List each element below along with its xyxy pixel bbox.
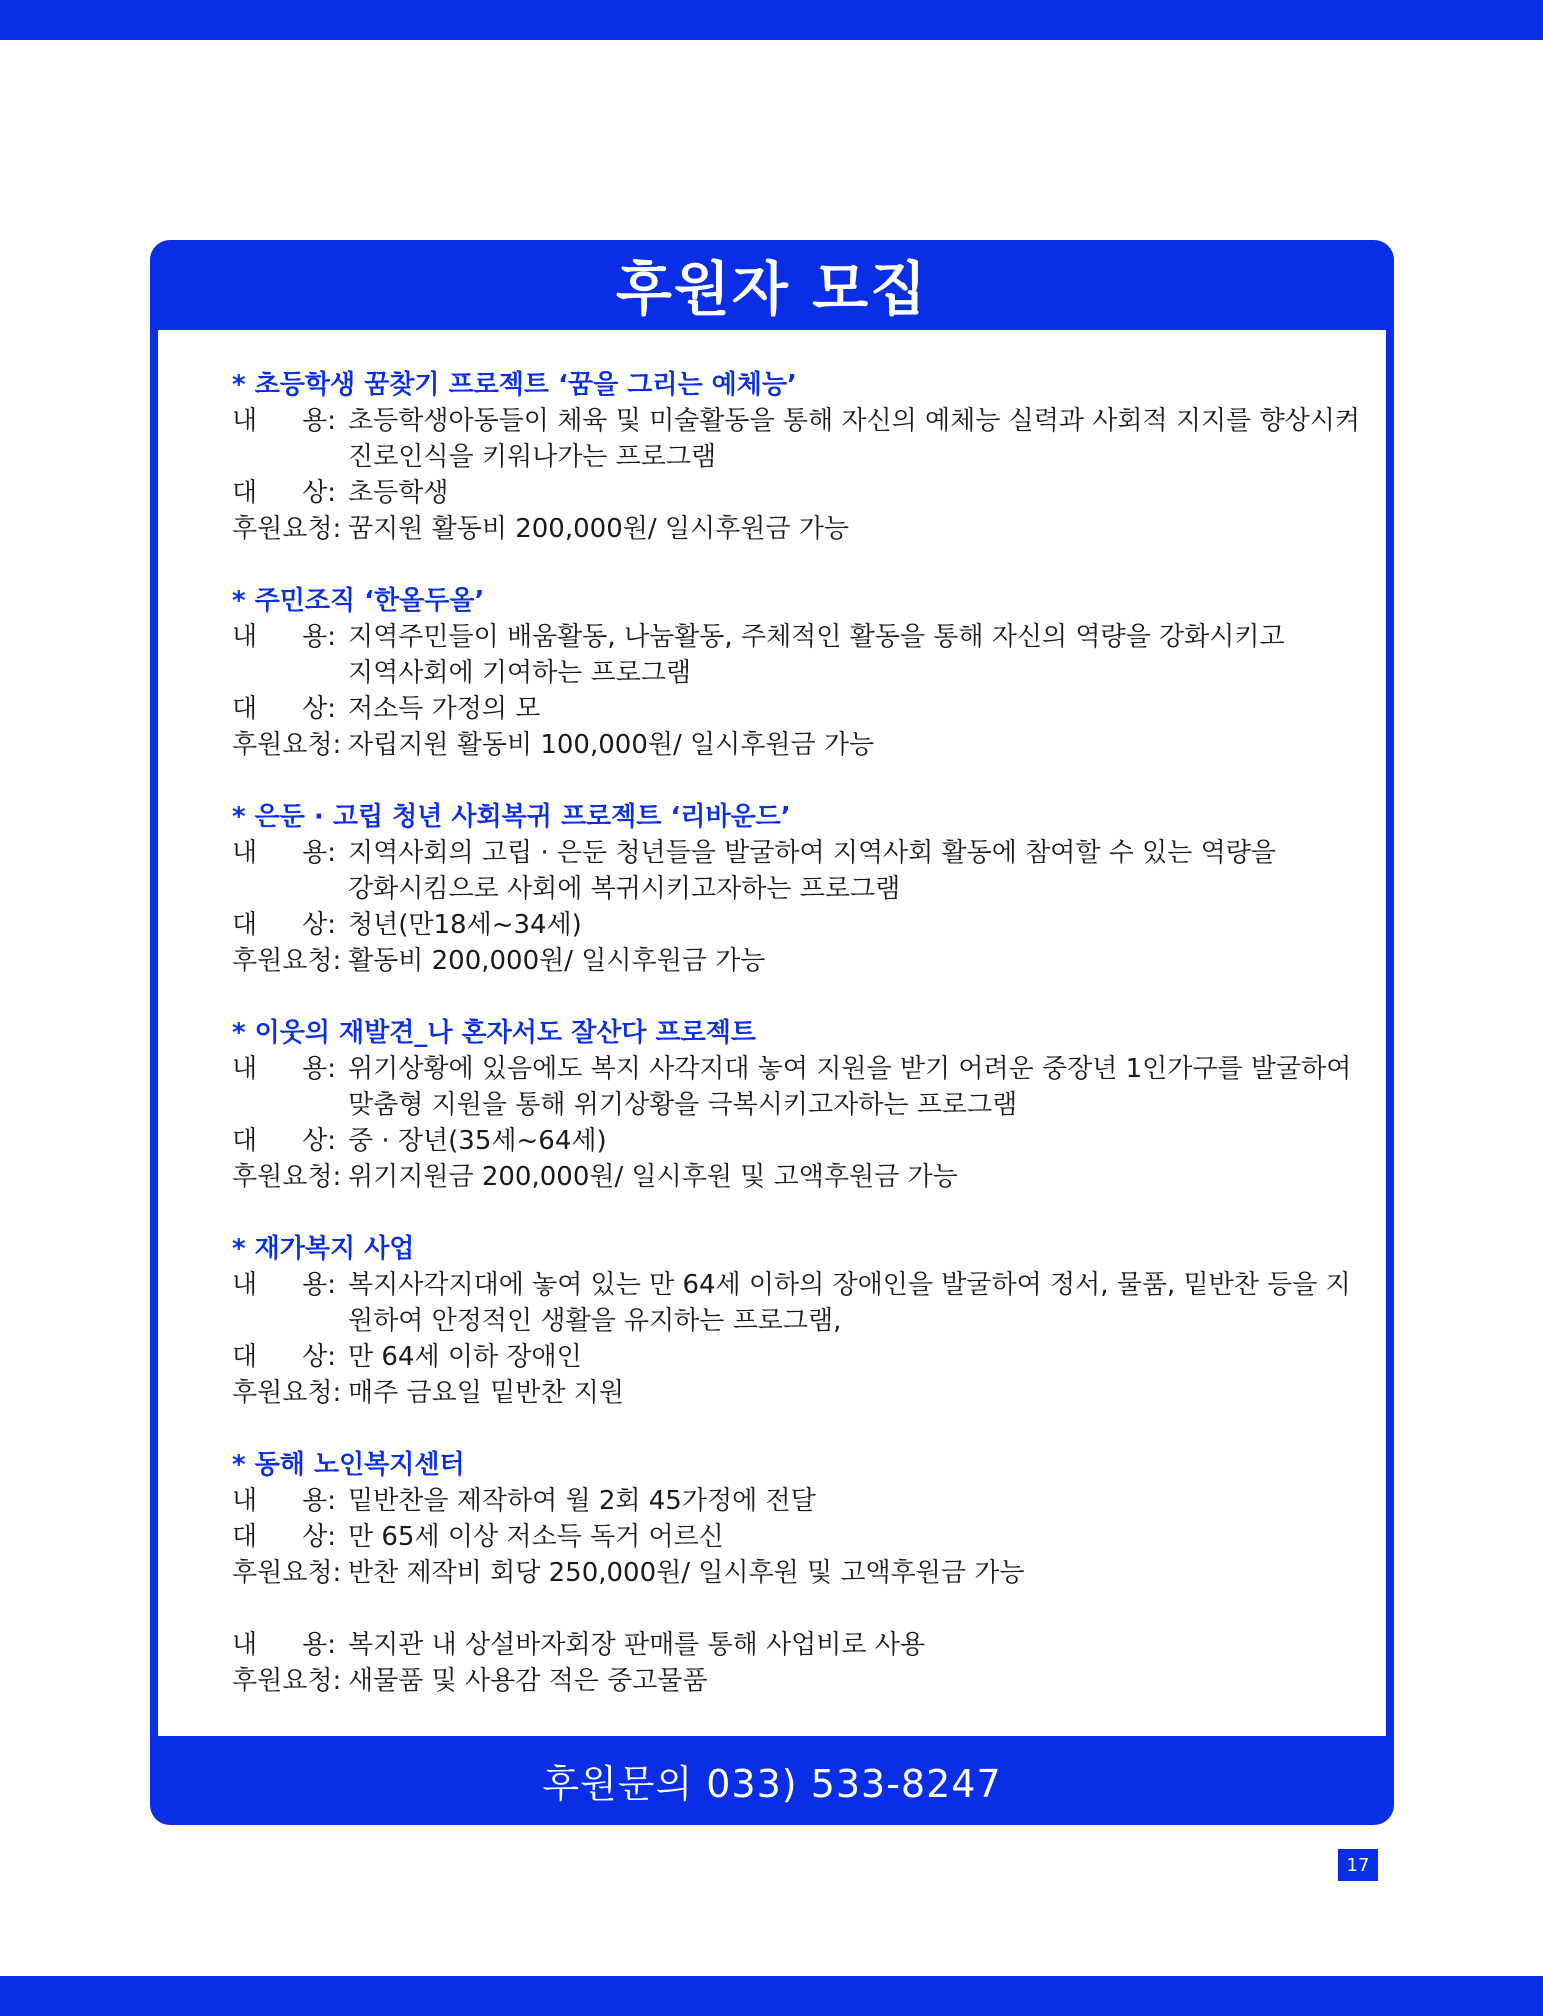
- target-label: 대 상:: [232, 910, 336, 940]
- content-row: [232, 619, 1352, 691]
- content-row: [232, 1267, 1352, 1339]
- content-label: 내 용:: [232, 1630, 336, 1660]
- content-label: 내 용:: [232, 1270, 336, 1300]
- bottom-band: [0, 1976, 1543, 2016]
- content-row: [232, 403, 1360, 475]
- content-label: 내 용:: [232, 622, 336, 652]
- section-title: * 초등학생 꿈찾기 프로젝트 ‘꿈을 그리는 예체능’: [232, 370, 797, 400]
- program-section: [232, 583, 1352, 763]
- bazaar-section: [232, 1627, 1352, 1699]
- content-label: 내 용:: [232, 1486, 336, 1516]
- page-number: 17: [1338, 1849, 1378, 1881]
- target-row: [232, 691, 1352, 727]
- content-value: 밑반찬을 제작하여 월 2회 45가정에 전달: [348, 1486, 816, 1516]
- target-value: 청년(만18세~34세): [348, 910, 582, 940]
- target-value: 중 · 장년(35세~64세): [348, 1126, 607, 1156]
- target-row: [232, 907, 1352, 943]
- support-row: [232, 1663, 1352, 1699]
- target-label: 대 상:: [232, 694, 336, 724]
- program-section: [232, 1015, 1352, 1195]
- content-row: [232, 1483, 1352, 1519]
- support-label: 후원요청:: [232, 1378, 342, 1408]
- section-title: * 주민조직 ‘한올두올’: [232, 586, 485, 616]
- content-label: 내 용:: [232, 1054, 336, 1084]
- content-value: 복지사각지대에 놓여 있는 만 64세 이하의 장애인을 발굴하여 정서, 물품, 밑반찬 등을 지 원하여 안정적인 생활을 유지하는 프로그램,: [348, 1270, 1351, 1336]
- support-label: 후원요청:: [232, 1558, 342, 1588]
- support-row: [232, 1159, 1352, 1195]
- support-row: [232, 511, 1352, 547]
- program-section: [232, 367, 1360, 547]
- content-value: 지역사회의 고립 · 은둔 청년들을 발굴하여 지역사회 활동에 참여할 수 있는 역량을 강화시킴으로 사회에 복귀시키고자하는 프로그램: [348, 838, 1277, 904]
- support-value: 꿈지원 활동비 200,000원/ 일시후원금 가능: [348, 514, 849, 544]
- support-value: 위기지원금 200,000원/ 일시후원 및 고액후원금 가능: [348, 1162, 958, 1192]
- target-label: 대 상:: [232, 1126, 336, 1156]
- target-label: 대 상:: [232, 1342, 336, 1372]
- target-row: [232, 475, 1352, 511]
- target-label: 대 상:: [232, 478, 336, 508]
- target-label: 대 상:: [232, 1522, 336, 1552]
- section-title: * 이웃의 재발견_나 혼자서도 잘산다 프로젝트: [232, 1018, 756, 1048]
- program-section: [232, 1447, 1352, 1591]
- content-label: 내 용:: [232, 406, 336, 436]
- content-row: [232, 1627, 1352, 1663]
- target-row: [232, 1123, 1352, 1159]
- support-label: 후원요청:: [232, 1666, 342, 1696]
- content-label: 내 용:: [232, 838, 336, 868]
- support-value: 새물품 및 사용감 적은 중고물품: [348, 1666, 708, 1696]
- program-section: [232, 1231, 1352, 1411]
- support-row: [232, 727, 1352, 763]
- support-row: [232, 1375, 1352, 1411]
- support-label: 후원요청:: [232, 730, 342, 760]
- program-list: [232, 367, 1360, 1735]
- target-row: [232, 1339, 1352, 1375]
- content-row: [232, 1051, 1352, 1123]
- section-title: * 동해 노인복지센터: [232, 1450, 465, 1480]
- target-value: 만 65세 이상 저소득 독거 어르신: [348, 1522, 724, 1552]
- support-value: 활동비 200,000원/ 일시후원금 가능: [348, 946, 766, 976]
- target-row: [232, 1519, 1352, 1555]
- content-value: 위기상황에 있음에도 복지 사각지대 놓여 지원을 받기 어려운 중장년 1인가구를 발굴하여 맞춤형 지원을 통해 위기상황을 극복시키고자하는 프로그램: [348, 1054, 1352, 1120]
- content-value: 초등학생아동들이 체육 및 미술활동을 통해 자신의 예체능 실력과 사회적 지지를 향상시켜 진로인식을 키워나가는 프로그램: [348, 406, 1360, 472]
- support-row: [232, 943, 1352, 979]
- content-value: 복지관 내 상설바자회장 판매를 통해 사업비로 사용: [348, 1630, 926, 1660]
- content-row: [232, 835, 1352, 907]
- support-value: 반찬 제작비 회당 250,000원/ 일시후원 및 고액후원금 가능: [348, 1558, 1025, 1588]
- contact-footer: 후원문의 033) 533-8247: [542, 1762, 1002, 1806]
- support-label: 후원요청:: [232, 946, 342, 976]
- target-value: 저소득 가정의 모: [348, 694, 541, 724]
- target-value: 만 64세 이하 장애인: [348, 1342, 582, 1372]
- section-title: * 은둔 · 고립 청년 사회복귀 프로젝트 ‘리바운드’: [232, 802, 791, 832]
- program-section: [232, 799, 1352, 979]
- support-label: 후원요청:: [232, 514, 342, 544]
- section-title: * 재가복지 사업: [232, 1234, 415, 1264]
- support-value: 매주 금요일 밑반찬 지원: [348, 1378, 624, 1408]
- support-label: 후원요청:: [232, 1162, 342, 1192]
- support-value: 자립지원 활동비 100,000원/ 일시후원금 가능: [348, 730, 875, 760]
- content-value: 지역주민들이 배움활동, 나눔활동, 주체적인 활동을 통해 자신의 역량을 강화시키고 지역사회에 기여하는 프로그램: [348, 622, 1285, 688]
- support-row: [232, 1555, 1352, 1591]
- page-title: 후원자 모집: [615, 255, 929, 323]
- top-band: [0, 0, 1543, 40]
- target-value: 초등학생: [348, 478, 449, 508]
